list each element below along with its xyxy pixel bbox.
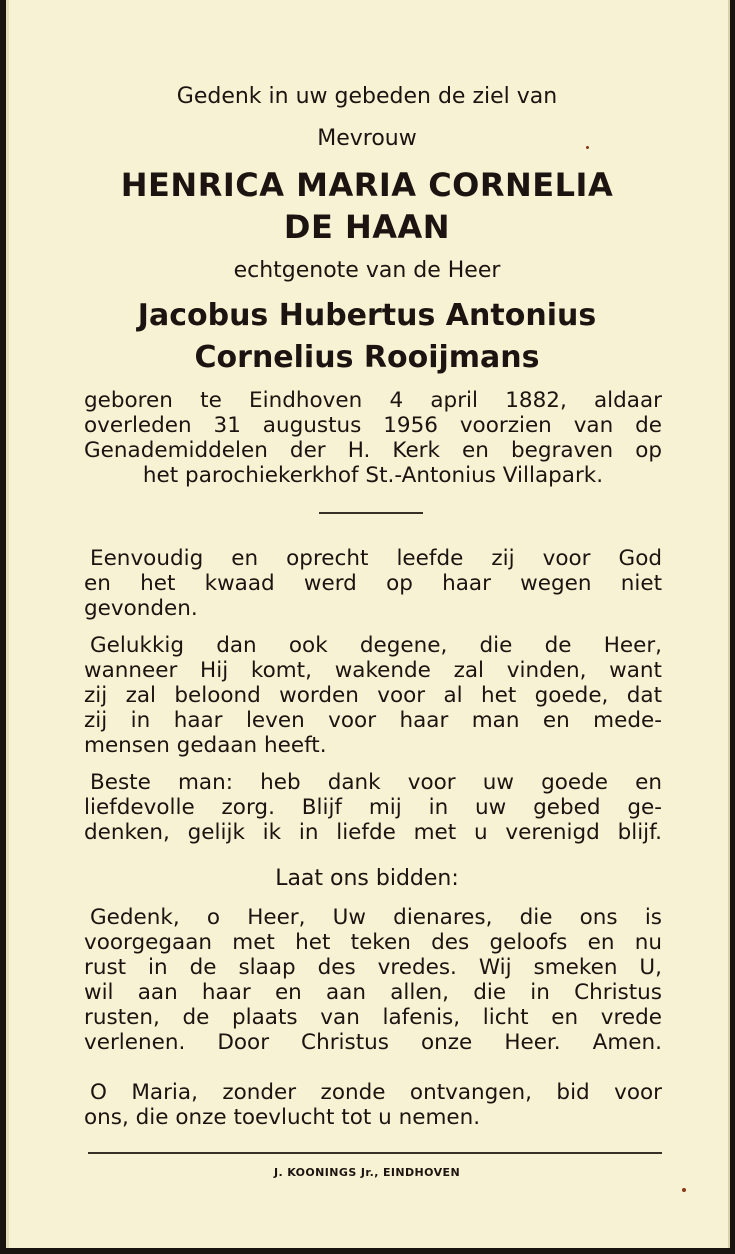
text-line: gevonden. [84,596,198,621]
deceased-name-line2: DE HAAN [283,208,451,246]
paragraph-devotion [84,546,662,621]
bio-line: het parochiekerkhof St.-Antonius Villapark. [142,463,604,488]
text-line: rust in de slaap des vredes. Wij smeken U, [84,955,662,980]
bottom-rule [88,1152,662,1154]
intro-text: Gedenk in uw gebeden de ziel van [176,84,558,109]
deceased-name-line1: HENRICA MARIA CORNELIA [120,166,614,204]
title-prefix: Mevrouw [317,126,417,151]
text-line: Gedenk, o Heer, Uw dienares, die ons is [90,905,662,930]
printer-imprint: J. KOONINGS Jr., EINDHOVEN [273,1166,461,1179]
biography [84,388,662,488]
text-line: Eenvoudig en oprecht leefde zij voor God [90,546,662,571]
text-line: denken, gelijk ik in liefde met u verenigd blijf. [84,820,662,845]
text-line: voorgegaan met het teken des geloofs en nu [84,930,662,955]
spouse-name-line1: Jacobus Hubertus Antonius [137,298,597,333]
text-line: wanneer Hij komt, wakende zal vinden, want [84,658,662,683]
prayer-heading: Laat ons bidden: [275,866,459,891]
text-line: rusten, de plaats van lafenis, licht en vrede [84,1005,662,1030]
memorial-card [6,0,730,1248]
paper-speck [682,1188,686,1192]
spouse-name-line2: Cornelius Rooijmans [194,340,540,375]
paragraph-husband [84,770,662,845]
divider [319,512,423,514]
bio-line: Genademiddelen der H. Kerk en begraven op [84,438,662,463]
text-line: Gelukkig dan ook degene, die de Heer, [90,633,662,658]
text-line: wil aan haar en aan allen, die in Christus [84,980,662,1005]
paragraph-prayer [84,905,662,1055]
text-line: liefdevolle zorg. Blijf mij in uw gebed ge- [84,795,662,820]
text-line: mensen gedaan heeft. [84,733,327,758]
paragraph-blessed [84,633,662,758]
text-line: ons, die onze toevlucht tot u nemen. [84,1105,481,1130]
paper-speck [586,146,589,149]
text-line: Beste man: heb dank voor uw goede en [90,770,662,795]
paragraph-maria [84,1080,662,1130]
bio-line: overleden 31 augustus 1956 voorzien van de [84,413,662,438]
text-line: zij zal beloond worden voor al het goede, dat [84,683,662,708]
text-line: zij in haar leven voor haar man en mede- [84,708,662,733]
bio-line: geboren te Eindhoven 4 april 1882, aldaar [84,388,662,413]
text-line: en het kwaad werd op haar wegen niet [84,571,662,596]
text-line: O Maria, zonder zonde ontvangen, bid voor [90,1080,662,1105]
spouse-intro: echtgenote van de Heer [233,258,501,283]
text-line: verlenen. Door Christus onze Heer. Amen. [84,1030,662,1055]
